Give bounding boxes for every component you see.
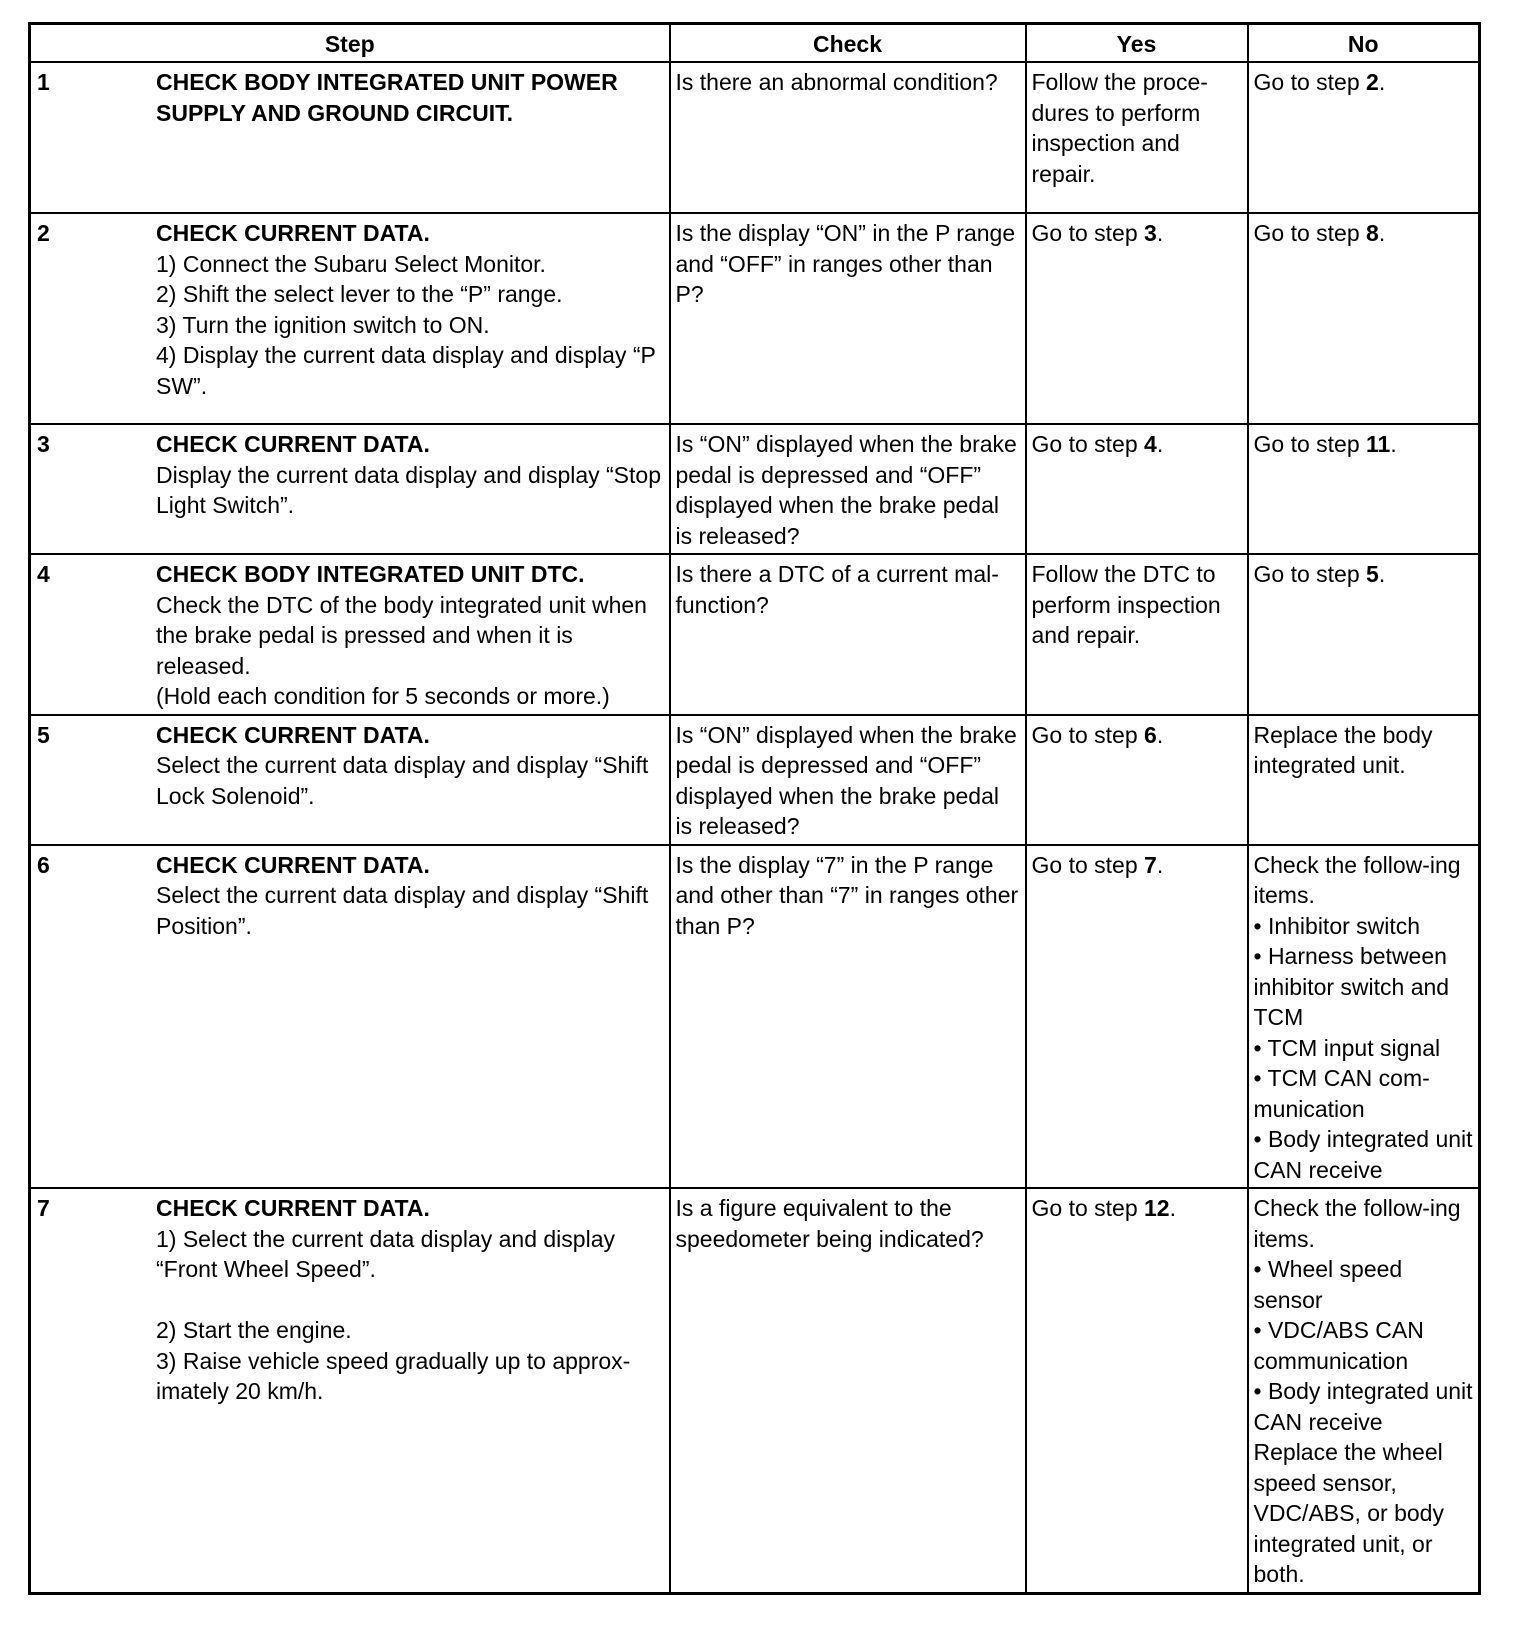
no-outro: Replace the wheel speed sensor, VDC/ABS, or body integrated unit, or both. [1253, 1439, 1444, 1587]
no-suffix: . [1378, 561, 1386, 587]
step-link: 12 [1144, 1195, 1170, 1221]
check-cell: Is “ON” displayed when the brake pedal is depressed and “OFF” displayed when the brake pedal is released? [670, 424, 1026, 554]
step-line: Display the current data display and display “Stop Light Switch”. [156, 461, 662, 518]
step-cell [30, 554, 670, 715]
no-intro: Check the follow-ing items. [1253, 851, 1461, 908]
step-link: 5 [1366, 561, 1379, 587]
step-cell [30, 213, 670, 424]
step-cell [30, 845, 670, 1189]
check-cell: Is “ON” displayed when the brake pedal is depressed and “OFF” displayed when the brake pedal is released? [670, 715, 1026, 845]
yes-suffix: . [1156, 431, 1164, 457]
step-number: 1 [37, 69, 50, 95]
no-cell [1248, 554, 1480, 715]
step-line: 3) Raise vehicle speed gradually up to approx-imately 20 km/h. [156, 1347, 631, 1404]
table-row [30, 1188, 1480, 1593]
yes-suffix: . [1156, 851, 1164, 878]
header-row [30, 24, 1480, 63]
no-text: Go to step [1253, 561, 1367, 587]
no-suffix: . [1390, 431, 1397, 457]
step-number: 4 [37, 561, 50, 587]
table-row [30, 845, 1480, 1189]
header-check: Check [670, 24, 1026, 63]
step-cell [30, 715, 670, 845]
check-cell: Is the display “7” in the P range and other than “7” in ranges other than P? [670, 845, 1026, 1189]
check-cell: Is a figure equivalent to the speedometer being indicated? [670, 1188, 1026, 1593]
step-number: 2 [37, 220, 50, 246]
step-line: 1) Select the current data display and display “Front Wheel Speed”. [156, 1225, 615, 1282]
table-row [30, 62, 1480, 213]
list-item: • Harness between inhibitor switch and TCM [1253, 943, 1450, 1030]
step-title: CHECK CURRENT DATA. [156, 721, 430, 748]
list-item: • Wheel speed sensor [1253, 1256, 1403, 1313]
step-title: CHECK CURRENT DATA. [156, 220, 430, 246]
yes-text: Go to step [1031, 851, 1145, 878]
step-line: Select the current data display and display “Shift Position”. [156, 882, 649, 939]
list-item: • TCM CAN com-munication [1253, 1065, 1430, 1122]
step-title: CHECK CURRENT DATA. [156, 851, 430, 878]
step-line: (Hold each condition for 5 seconds or more.) [156, 683, 610, 709]
step-title: CHECK CURRENT DATA. [156, 431, 430, 457]
table-row [30, 554, 1480, 715]
yes-suffix: . [1169, 1195, 1176, 1221]
yes-text: Go to step [1031, 431, 1145, 457]
list-item: • VDC/ABS CAN communication [1253, 1317, 1424, 1374]
diagnostic-table [28, 22, 1481, 1595]
no-cell [1248, 424, 1480, 554]
step-link: 8 [1366, 220, 1379, 246]
step-number: 6 [37, 851, 50, 878]
yes-cell [1026, 213, 1248, 424]
yes-cell [1026, 845, 1248, 1189]
check-cell: Is there an abnormal condition? [670, 62, 1026, 213]
step-link: 11 [1366, 431, 1391, 457]
no-cell [1248, 62, 1480, 213]
step-line: 4) Display the current data display and display “P SW”. [156, 342, 656, 399]
step-link: 3 [1144, 220, 1157, 246]
no-text: Go to step [1253, 431, 1367, 457]
diagnostic-procedure-page [28, 22, 1478, 1595]
step-cell [30, 62, 670, 213]
step-line: Select the current data display and display “Shift Lock Solenoid”. [156, 752, 649, 809]
table-row [30, 424, 1480, 554]
step-line: 3) Turn the ignition switch to ON. [156, 311, 490, 338]
yes-suffix: . [1156, 721, 1164, 748]
list-item: • Body integrated unit CAN receive [1253, 1378, 1473, 1435]
yes-cell [1026, 1188, 1248, 1593]
check-cell: Is the display “ON” in the P range and “OFF” in ranges other than P? [670, 213, 1026, 424]
step-link: 4 [1144, 431, 1157, 457]
list-item: • TCM input signal [1253, 1034, 1441, 1061]
no-cell [1248, 1188, 1480, 1593]
no-cell [1248, 845, 1480, 1189]
table-row [30, 715, 1480, 845]
step-link: 6 [1144, 721, 1157, 748]
step-title: CHECK CURRENT DATA. [156, 1195, 430, 1221]
step-line: 2) Start the engine. [156, 1317, 352, 1343]
line-gap [156, 1285, 664, 1316]
list-item: • Body integrated unit CAN receive [1253, 1126, 1473, 1183]
step-title: CHECK BODY INTEGRATED UNIT DTC. [156, 561, 585, 587]
header-no: No [1248, 24, 1480, 63]
list-item: • Inhibitor switch [1253, 912, 1421, 939]
yes-text: Go to step [1031, 721, 1145, 748]
yes-cell [1026, 715, 1248, 845]
step-title: CHECK BODY INTEGRATED UNIT POWER SUPPLY AND GROUND CIRCUIT. [156, 69, 618, 126]
no-cell: Replace the body integrated unit. [1248, 715, 1480, 845]
table-row [30, 213, 1480, 424]
step-number: 5 [37, 721, 50, 748]
step-number: 3 [37, 431, 50, 457]
yes-cell: Follow the proce-dures to perform inspection and repair. [1026, 62, 1248, 213]
step-link: 2 [1366, 69, 1379, 95]
header-yes: Yes [1026, 24, 1248, 63]
step-line: Check the DTC of the body integrated unit when the brake pedal is pressed and when it is released. [156, 591, 647, 679]
no-suffix: . [1378, 69, 1386, 95]
step-line: 1) Connect the Subaru Select Monitor. [156, 250, 546, 277]
yes-text: Go to step [1031, 220, 1145, 246]
check-cell: Is there a DTC of a current mal-function? [670, 554, 1026, 715]
header-step: Step [30, 24, 670, 63]
no-intro: Check the follow-ing items. [1253, 1195, 1461, 1252]
no-cell [1248, 213, 1480, 424]
no-text: Go to step [1253, 69, 1367, 95]
step-number: 7 [37, 1195, 50, 1221]
no-suffix: . [1378, 220, 1386, 246]
yes-cell: Follow the DTC to perform inspection and repair. [1026, 554, 1248, 715]
no-text: Go to step [1253, 220, 1367, 246]
step-line: 2) Shift the select lever to the “P” range. [156, 281, 563, 307]
yes-cell [1026, 424, 1248, 554]
step-cell [30, 424, 670, 554]
yes-text: Go to step [1031, 1195, 1145, 1221]
yes-suffix: . [1156, 220, 1164, 246]
step-link: 7 [1144, 851, 1157, 878]
step-cell [30, 1188, 670, 1593]
